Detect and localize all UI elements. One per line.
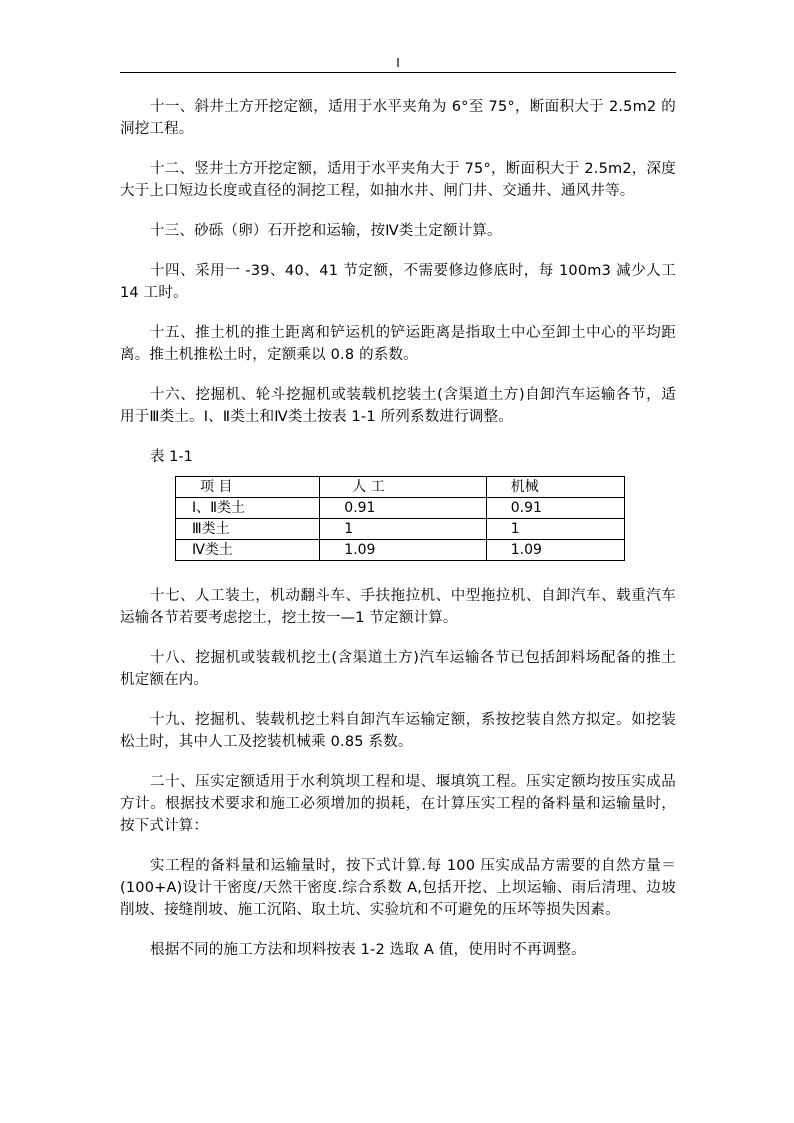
table-cell: Ⅰ、Ⅱ类土 [176,498,320,519]
paragraph-13: 十三、砂砾（卵）石开挖和运输，按Ⅳ类土定额计算。 [150,223,502,239]
paragraph-17: 十七、人工装土，机动翻斗车、手扶拖拉机、中型拖拉机、自卸汽车、载重汽车运输各节若要考虑挖土，挖土按一—1 节定额计算。 [120,588,676,626]
paragraph-20: 二十、压实定额适用于水利筑坝工程和堤、堰填筑工程。压实定额均按压实成品方计。根据技术要求和施工必须增加的损耗，在计算压实工程的备料量和运输量时，按下式计算： [120,774,676,834]
table-header-row [176,477,625,498]
table-row [176,540,625,561]
paragraph-formula: 实工程的备料量和运输量时，按下式计算.每 100 压实成品方需要的自然方量＝(100+A)设计干密度/天然干密度.综合系数 A,包括开挖、上坝运输、雨后清理、边坡削坡、接缝削坡、施工沉陷、取土坑、实验坑和不可避免的压坏等损失因素。 [120,858,676,918]
table-row [176,498,625,519]
page-header [120,56,676,73]
document-body [120,96,676,979]
paragraph-15: 十五、推土机的推土距离和铲运机的铲运距离是指取土中心至卸土中心的平均距离。推土机推松土时，定额乘以 0.8 的系数。 [120,325,676,363]
paragraph-16: 十六、挖掘机、轮斗挖掘机或装载机挖装土(含渠道土方)自卸汽车运输各节，适用于Ⅲ类土。Ⅰ、Ⅱ类土和Ⅳ类土按表 1-1 所列系数进行调整。 [120,387,676,425]
table-header-cell: 机械 [486,477,624,498]
paragraph-14: 十四、采用一 -39、40、41 节定额，不需要修边修底时，每 100m3 减少人工 14 工时。 [120,263,676,301]
paragraph-19: 十九、挖掘机、装载机挖土料自卸汽车运输定额，系按挖装自然方拟定。如挖装松土时，其中人工及挖装机械乘 0.85 系数。 [120,712,676,750]
table-cell: 1.09 [486,540,624,561]
table-cell: 1 [486,519,624,540]
paragraph-table-ref: 根据不同的施工方法和坝料按表 1-2 选取 A 值，使用时不再调整。 [150,942,586,958]
table-cell: 1 [320,519,486,540]
table-cell: Ⅳ类土 [176,540,320,561]
page-mark: I [396,56,400,70]
paragraph-11: 十一、斜井土方开挖定额，适用于水平夹角为 6°至 75°，断面积大于 2.5m2 的洞挖工程。 [120,99,676,137]
coefficient-table [175,476,625,561]
table-row [176,519,625,540]
table-label: 表 1-1 [150,449,193,465]
table-cell: 1.09 [320,540,486,561]
table-header-cell: 项 目 [176,477,320,498]
table-header-cell: 人 工 [320,477,486,498]
table-cell: Ⅲ类土 [176,519,320,540]
paragraph-18: 十八、挖掘机或装载机挖土(含渠道土方)汽车运输各节已包括卸料场配备的推土机定额在内。 [120,650,676,688]
paragraph-12: 十二、竖井土方开挖定额，适用于水平夹角大于 75°，断面积大于 2.5m2，深度大于上口短边长度或直径的洞挖工程，如抽水井、闸门井、交通井、通风井等。 [120,161,676,199]
table-cell: 0.91 [486,498,624,519]
table-cell: 0.91 [320,498,486,519]
